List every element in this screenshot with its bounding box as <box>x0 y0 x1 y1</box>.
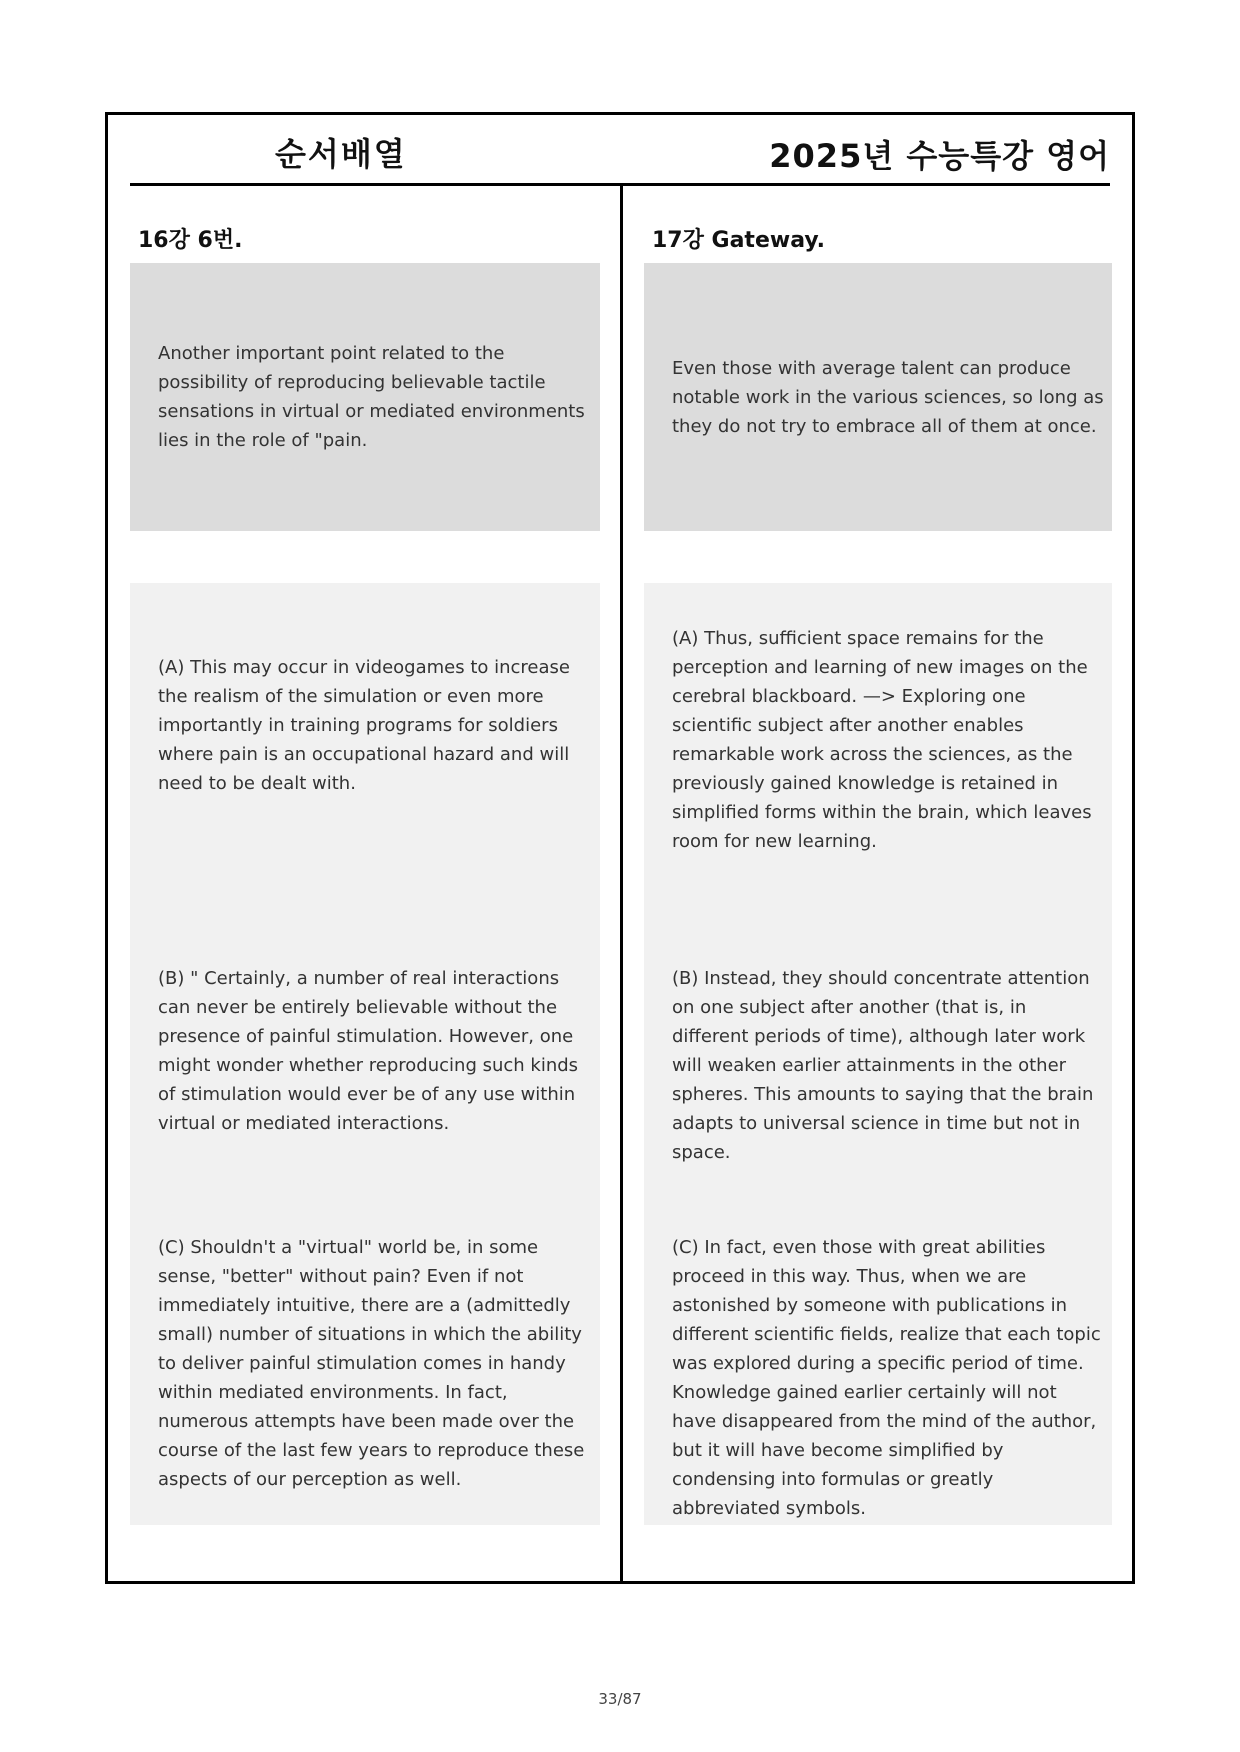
column-divider <box>620 183 623 1581</box>
page-number: 33/87 <box>598 1690 642 1708</box>
left-intro-text: Another important point related to the possibility of reproducing believable tactile sensations in virtual or mediated environments lies in the role of "pain. <box>158 343 585 451</box>
right-intro-text: Even those with average talent can produce notable work in the various sciences, so long as they do not try to embrace all of them at once. <box>672 357 1104 437</box>
left-option-c: (C) Shouldn't a "virtual" world be, in some sense, "better" without pain? Even if not immediately intuitive, there are a (admittedly small) number of situations in which the ability to deliver painful stimulation comes in handy within mediated environments. In fact, numerous attempts have been made over the course of the last few years to reproduce these aspects of our perception as well. <box>158 1237 585 1490</box>
worksheet-frame <box>105 112 1135 1584</box>
right-option-a: (A) Thus, sufficient space remains for the perception and learning of new images on the cerebral blackboard. —> Exploring one scientific subject after another enables remarkable work across the sciences, as the previously gained knowledge is retained in simplified forms within the brain, which leaves room for new learning. <box>672 628 1092 852</box>
left-option-b: (B) " Certainly, a number of real interactions can never be entirely believable without the presence of painful stimulation. However, one might wonder whether reproducing such kinds of stimulation would ever be of any use within virtual or mediated interactions. <box>158 968 579 1134</box>
left-intro-box <box>130 263 600 531</box>
right-option-b: (B) Instead, they should concentrate attention on one subject after another (that is, in different periods of time), although later work will weaken earlier attainments in the other spheres. This amounts to saying that the brain adapts to universal science in time but not in space. <box>672 968 1094 1163</box>
right-question-title: 17강 Gateway. <box>652 228 826 253</box>
left-option-a: (A) This may occur in videogames to increase the realism of the simulation or even more importantly in training programs for soldiers where pain is an occupational hazard and will need to be dealt with. <box>158 657 570 794</box>
section-title: 순서배열 <box>275 135 407 173</box>
left-column <box>130 183 600 1581</box>
right-options-box <box>644 583 1112 1525</box>
left-options-box <box>130 583 600 1525</box>
worksheet-header <box>130 115 1110 186</box>
right-column <box>644 183 1112 1581</box>
left-question-title: 16강 6번. <box>138 228 243 253</box>
book-title: 2025년 수능특강 영어 <box>769 137 1110 175</box>
right-intro-box <box>644 263 1112 531</box>
right-option-c: (C) In fact, even those with great abilities proceed in this way. Thus, when we are astonished by someone with publications in different scientific fields, realize that each topic was explored during a specific period of time. Knowledge gained earlier certainly will not have disappeared from the mind of the author, but it will have become simplified by condensing into formulas or greatly abbreviated symbols. <box>672 1237 1101 1519</box>
